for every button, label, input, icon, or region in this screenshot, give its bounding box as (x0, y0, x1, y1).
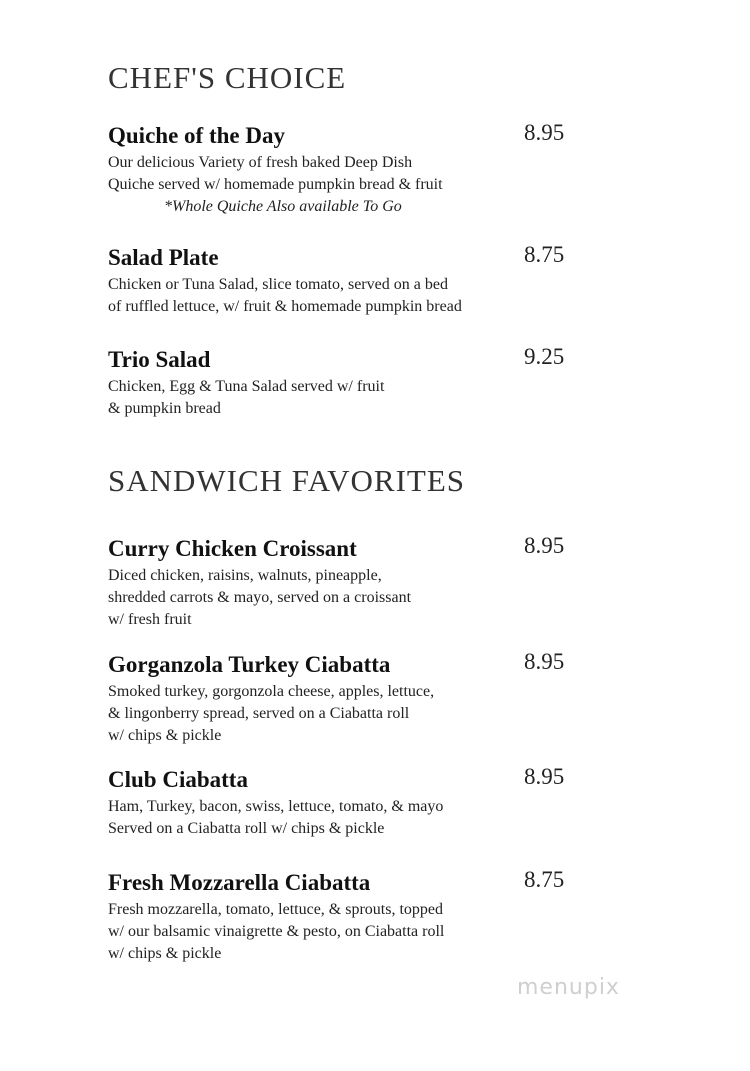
item-price: 8.95 (524, 764, 565, 789)
item-name: Trio Salad (108, 347, 211, 372)
item-description: Our delicious Variety of fresh baked Deep Dish Quiche served w/ homemade pumpkin bread & fruit (108, 154, 443, 193)
section-title-sandwich-favorites: SANDWICH FAVORITES (108, 463, 466, 498)
item-price: 8.95 (524, 120, 565, 145)
menu-item-curry-chicken-croissant (108, 535, 578, 631)
item-name: Gorganzola Turkey Ciabatta (108, 652, 391, 677)
item-name: Salad Plate (108, 245, 219, 270)
item-price: 9.25 (524, 344, 565, 369)
item-price: 8.95 (524, 533, 565, 558)
section-title-chefs-choice: CHEF'S CHOICE (108, 60, 347, 95)
menu-item-gorganzola-turkey-ciabatta (108, 651, 578, 747)
menu-item-quiche (108, 122, 578, 218)
menu-item-trio-salad (108, 346, 578, 420)
item-description: Chicken, Egg & Tuna Salad served w/ fruit & pumpkin bread (108, 378, 385, 417)
item-price: 8.75 (524, 867, 565, 892)
item-name: Curry Chicken Croissant (108, 536, 357, 561)
item-price: 8.75 (524, 242, 565, 267)
item-name: Club Ciabatta (108, 767, 248, 792)
item-description: Chicken or Tuna Salad, slice tomato, served on a bed of ruffled lettuce, w/ fruit & homemade pumpkin bread (108, 276, 462, 315)
item-description: Diced chicken, raisins, walnuts, pineapple, shredded carrots & mayo, served on a croissant w/ fresh fruit (108, 567, 412, 628)
menu-item-salad-plate (108, 244, 578, 318)
item-description: Fresh mozzarella, tomato, lettuce, & sprouts, topped w/ our balsamic vinaigrette & pesto, on Ciabatta roll w/ chips & pickle (108, 901, 445, 962)
item-name: Fresh Mozzarella Ciabatta (108, 870, 371, 895)
menu-item-fresh-mozzarella-ciabatta (108, 869, 578, 965)
item-description: Smoked turkey, gorgonzola cheese, apples, lettuce, & lingonberry spread, served on a Ciabatta roll w/ chips & pickle (108, 683, 435, 744)
item-price: 8.95 (524, 649, 565, 674)
menu-item-club-ciabatta (108, 766, 578, 840)
item-name: Quiche of the Day (108, 123, 285, 148)
item-description: Ham, Turkey, bacon, swiss, lettuce, tomato, & mayo Served on a Ciabatta roll w/ chips & pickle (108, 798, 444, 837)
item-note: *Whole Quiche Also available To Go (164, 198, 402, 215)
menupix-watermark: menupix (517, 975, 620, 1000)
